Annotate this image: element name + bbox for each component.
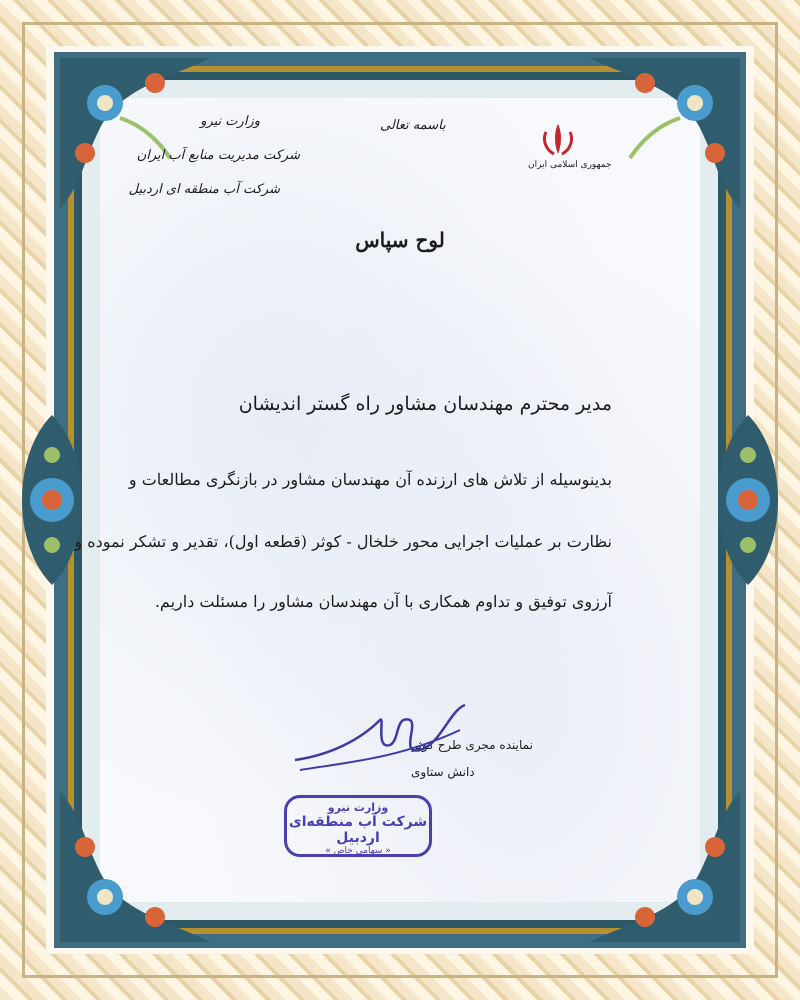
- org-regional-label: شرکت آب منطقه ای اردبیل: [128, 182, 280, 197]
- stamp-line-3: « سهامی خاص »: [325, 846, 391, 856]
- addressee-line: مدیر محترم مهندسان مشاور راه گستر اندیشان: [238, 393, 612, 415]
- signatory-name: دانش ستاوی: [411, 765, 475, 779]
- org-ministry-label: وزارت نیرو: [200, 114, 260, 129]
- certificate-title: لوح سپاس: [355, 228, 445, 252]
- bismillah-text: باسمه تعالی: [380, 118, 446, 133]
- org-company-label: شرکت مدیریت منابع آب ایران: [136, 148, 300, 163]
- corner-ornament-bottom-right: [590, 792, 740, 942]
- certificate-paper: [100, 98, 700, 902]
- body-line-1: بدینوسیله از تلاش های ارزنده آن مهندسان مشاور در بازنگری مطالعات و: [128, 470, 612, 489]
- side-medallion-left: [12, 415, 92, 585]
- side-medallion-right: [708, 415, 788, 585]
- emblem-caption: جمهوری اسلامی ایران: [528, 160, 612, 170]
- body-line-3: آرزوی توفیق و تداوم همکاری با آن مهندسان مشاور را مسئلت داریم.: [154, 592, 612, 611]
- iran-emblem-icon: [538, 120, 578, 160]
- corner-ornament-bottom-left: [60, 792, 210, 942]
- stamp-line-2: شرکت آب منطقه‌ای اردبیل: [288, 814, 428, 846]
- official-stamp: [284, 795, 432, 857]
- stamp-line-1: وزارت نیرو: [327, 801, 389, 814]
- handwritten-signature: [290, 700, 470, 780]
- body-line-2: نظارت بر عملیات اجرایی محور خلخال - کوثر (قطعه اول)، تقدیر و تشکر نموده و: [74, 532, 612, 551]
- corner-ornament-top-right: [590, 58, 740, 208]
- signatory-role: نماینده مجری طرح کوثر: [412, 738, 533, 752]
